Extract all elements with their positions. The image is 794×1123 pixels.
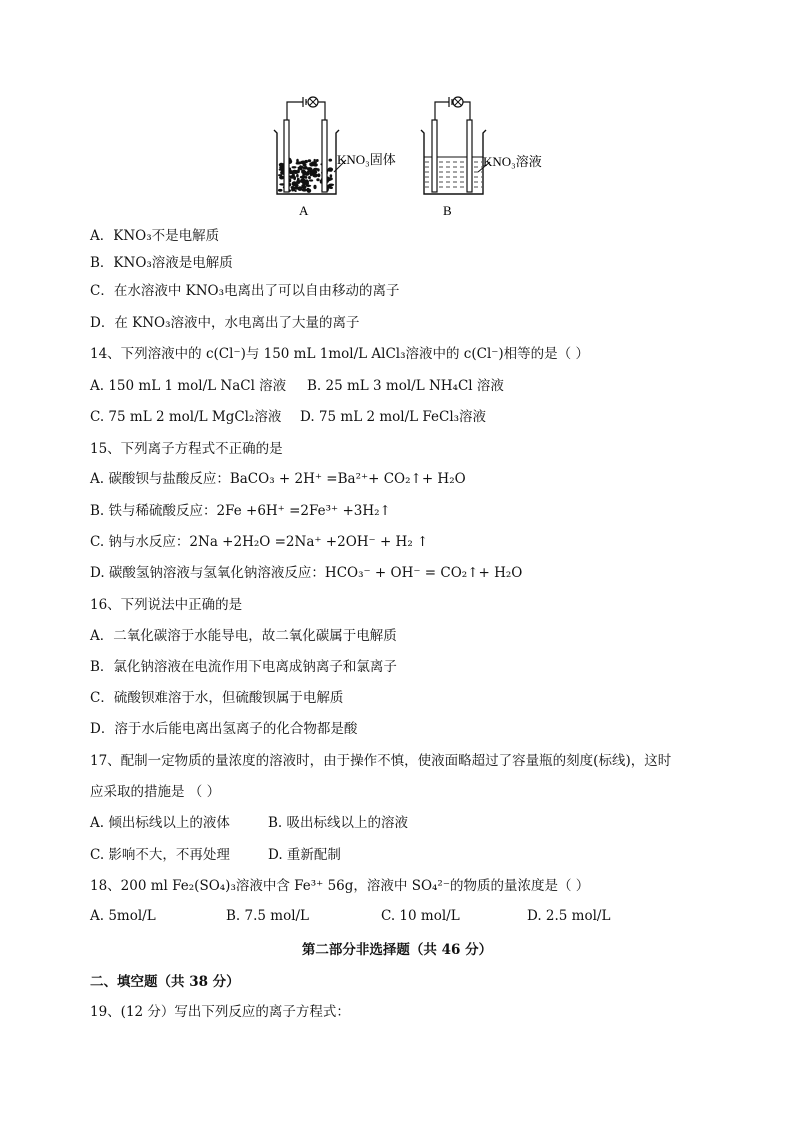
q14-option-d: D. 75 mL 2 mol/L FeCl₃溶液 [300, 409, 487, 425]
q14-option-c: C. 75 mL 2 mol/L MgCl₂溶液 [90, 409, 282, 425]
q15-option-b: B. 铁与稀硫酸反应：2Fe +6H⁺ =2Fe³⁺ +3H₂↑ [90, 503, 391, 519]
solid-particle [290, 176, 295, 178]
q14-stem: 14、下列溶液中的 c(Cl⁻)与 150 mL 1mol/L AlCl₃溶液中的 c(Cl⁻)相等的是（ ） [90, 346, 589, 362]
solid-particle [302, 166, 307, 169]
solid-particle [308, 176, 311, 179]
q13-option-c: C．在水溶液中 KNO₃电离出了可以自由移动的离子 [90, 283, 400, 299]
q15-option-c: C. 钠与水反应：2Na +2H₂O =2Na⁺ +2OH⁻ + H₂ ↑ [90, 534, 429, 550]
solid-particle [296, 162, 301, 165]
q14-option-a: A. 150 mL 1 mol/L NaCl 溶液 [90, 378, 287, 394]
q16-stem: 16、下列说法中正确的是 [90, 597, 243, 613]
caption-b: KNO₃溶液 [483, 154, 542, 169]
solid-particle [309, 179, 313, 181]
q17-stem-line2: 应采取的措施是 （ ） [90, 784, 221, 800]
q13-option-d: D．在 KNO₃溶液中，水电离出了大量的离子 [90, 315, 360, 331]
label-b: B [443, 203, 452, 218]
q17-option-b: B. 吸出标线以上的溶液 [268, 815, 409, 831]
solid-particle [311, 163, 317, 167]
solid-particle [279, 176, 284, 180]
q18-option-b: B. 7.5 mol/L [226, 908, 310, 924]
solid-particle [302, 186, 306, 188]
q15-option-d: D. 碳酸氢钠溶液与氢氧化钠溶液反应：HCO₃⁻ + OH⁻ = CO₂↑+ H₂O [90, 565, 523, 581]
beaker-a [274, 97, 396, 218]
q17-stem-line1: 17、配制一定物质的量浓度的溶液时，由于操作不慎，使液面略超过了容量瓶的刻度(标线)，这时 [90, 753, 672, 769]
solid-particle [316, 159, 319, 162]
solid-particle [330, 174, 333, 177]
solid-particle [330, 186, 333, 189]
solid-particle [294, 190, 296, 192]
q16-option-c: C．硫酸钡难溶于水，但硫酸钡属于电解质 [90, 690, 344, 706]
solid-particle [291, 187, 294, 191]
q15-option-a: A. 碳酸钡与盐酸反应：BaCO₃ + 2H⁺ =Ba²⁺+ CO₂↑+ H₂O [90, 471, 466, 487]
solid-particle [307, 188, 310, 191]
q14-option-b: B. 25 mL 3 mol/L NH₄Cl 溶液 [307, 378, 504, 394]
q16-option-d: D．溶于水后能电离出氢离子的化合物都是酸 [90, 721, 358, 737]
solid-particle [313, 168, 318, 171]
q17-option-a: A. 倾出标线以上的液体 [90, 815, 230, 831]
q13-option-a: A．KNO₃不是电解质 [90, 228, 220, 244]
solid-particle [278, 189, 283, 192]
q18-option-d: D. 2.5 mol/L [527, 908, 611, 924]
solid-particle [296, 180, 300, 184]
caption-a: KNO₃固体 [337, 152, 396, 167]
solid-particle [302, 163, 306, 166]
solid-particle [316, 178, 319, 181]
q18-option-c: C. 10 mol/L [381, 908, 460, 924]
solid-particle [292, 173, 295, 176]
q18-stem: 18、200 ml Fe₂(SO₄)₃溶液中含 Fe³⁺ 56g，溶液中 SO₄²⁻的物质的量浓度是（ ） [90, 878, 590, 894]
solid-particle [317, 173, 320, 177]
solid-particle [311, 171, 316, 173]
solid-particle [305, 181, 309, 185]
solid-particle [328, 167, 334, 171]
electrolyte-conductivity-figure [0, 0, 794, 230]
q16-option-a: A．二氧化碳溶于水能导电，故二氧化碳属于电解质 [90, 628, 397, 644]
q15-stem: 15、下列离子方程式不正确的是 [90, 441, 283, 457]
q13-option-b: B．KNO₃溶液是电解质 [90, 255, 233, 271]
solid-particle [328, 184, 334, 187]
solid-particle [314, 159, 316, 162]
q16-option-b: B．氯化钠溶液在电流作用下电离成钠离子和氯离子 [90, 659, 397, 675]
solid-particle [313, 185, 316, 189]
label-a: A [299, 203, 309, 218]
solid-particle [292, 166, 297, 168]
solid-particle [303, 173, 307, 175]
solid-particle [307, 167, 312, 171]
solid-particle [298, 167, 301, 169]
solid-particle [302, 175, 304, 179]
solid-particle [296, 174, 299, 178]
solid-particle [308, 159, 312, 162]
q18-option-a: A. 5mol/L [90, 908, 156, 924]
q19-stem: 19、(12 分）写出下列反应的离子方程式： [90, 1004, 350, 1020]
beaker-b [421, 97, 542, 218]
section2-title: 二、填空题（共 38 分） [90, 974, 240, 990]
part2-title: 第二部分非选择题（共 46 分） [301, 942, 493, 958]
solid-particle [295, 184, 299, 188]
q17-option-d: D. 重新配制 [268, 847, 341, 863]
solid-particle [329, 159, 333, 162]
solid-particle [300, 181, 305, 183]
solid-particle [329, 177, 333, 180]
q17-option-c: C. 影响不大，不再处理 [90, 847, 230, 863]
